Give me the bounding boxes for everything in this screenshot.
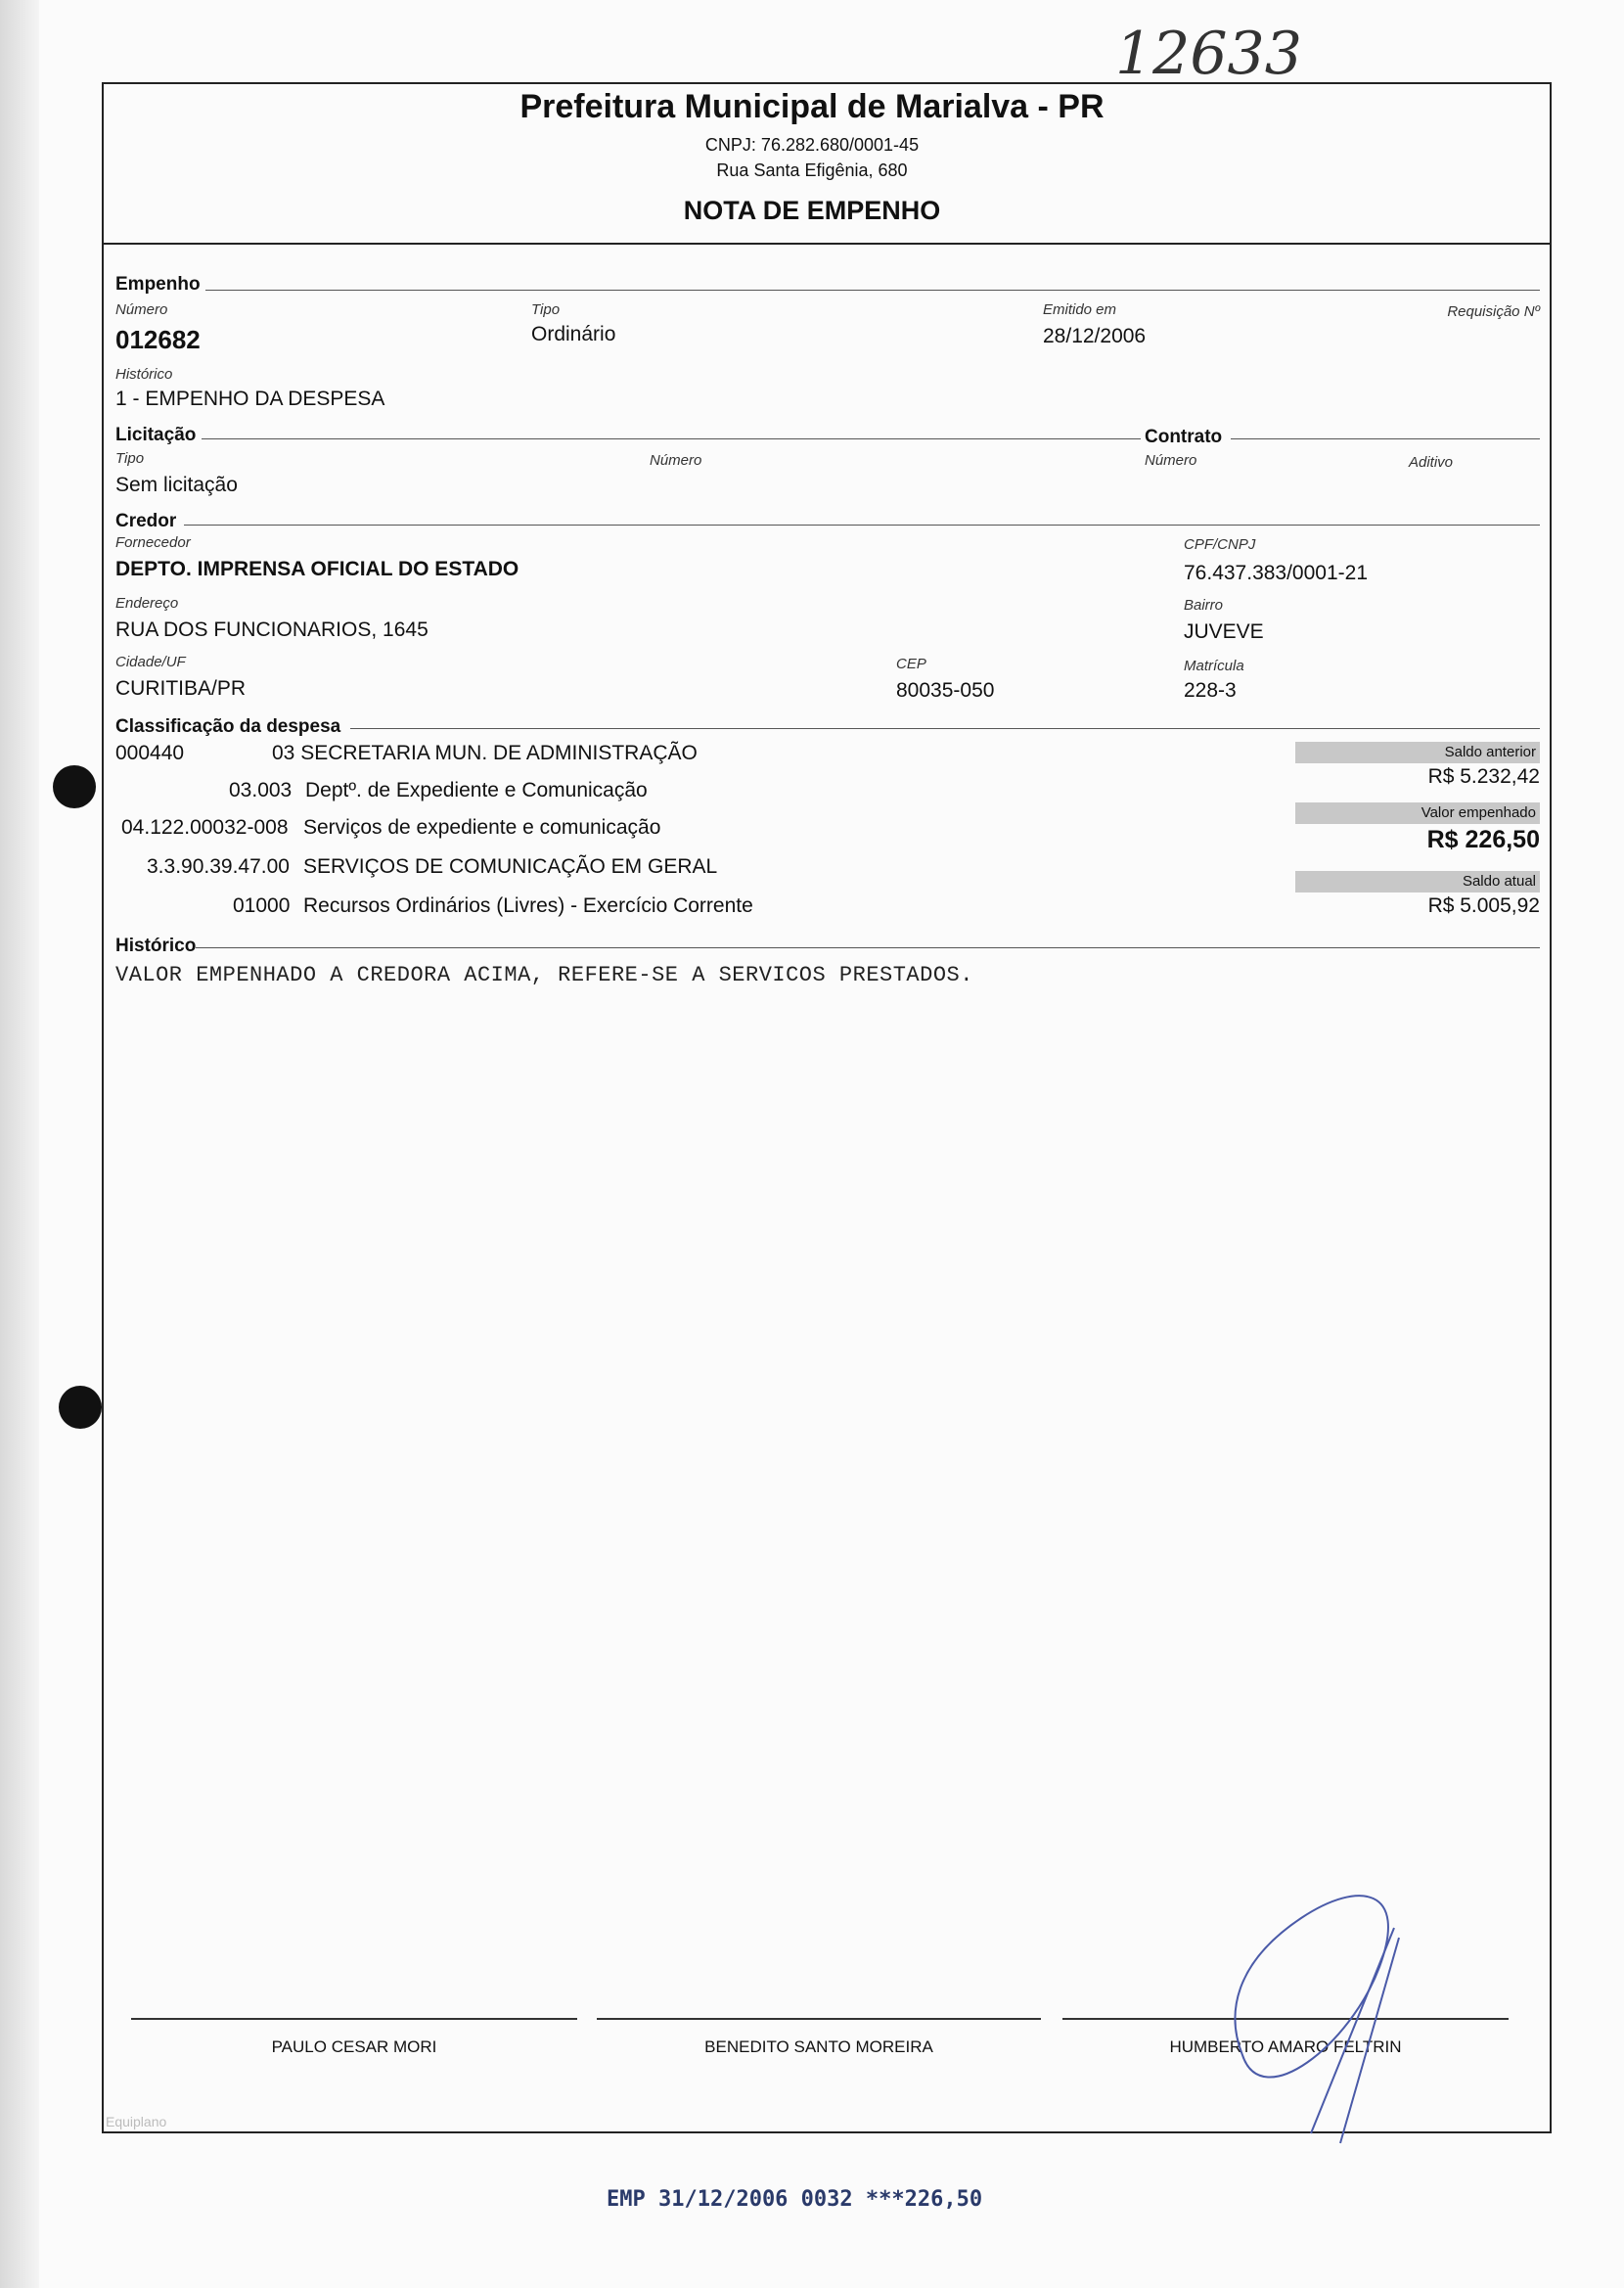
- matricula-value: 228-3: [1184, 679, 1237, 702]
- handwritten-number: 12633: [1115, 20, 1302, 88]
- punch-hole: [53, 765, 96, 808]
- class-code: 03.003: [229, 779, 293, 801]
- class-desc: 03 SECRETARIA MUN. DE ADMINISTRAÇÃO: [272, 742, 698, 764]
- bairro-value: JUVEVE: [1184, 620, 1264, 643]
- class-code: 01000: [233, 894, 291, 917]
- endereco-label: Endereço: [115, 595, 179, 612]
- fornecedor-name: DEPTO. IMPRENSA OFICIAL DO ESTADO: [115, 558, 519, 580]
- cidade-label: Cidade/UF: [115, 654, 186, 670]
- saldo-atual-value: R$ 5.005,92: [1427, 894, 1540, 917]
- class-desc: Recursos Ordinários (Livres) - Exercício Corrente: [303, 894, 753, 917]
- section-credor: Credor: [115, 511, 177, 531]
- empenho-tipo: Ordinário: [531, 323, 616, 345]
- empenho-numero: 012682: [115, 325, 201, 354]
- doc-title: NOTA DE EMPENHO: [683, 196, 941, 225]
- saldo-atual-label: Saldo atual: [1295, 871, 1540, 892]
- licitacao-tipo-label: Tipo: [115, 450, 145, 467]
- signature-name: HUMBERTO AMARO FELTRIN: [1169, 2037, 1402, 2056]
- divider: [205, 290, 1540, 291]
- class-code: 04.122.00032-008: [121, 816, 289, 839]
- signature-line: [131, 2018, 577, 2020]
- cidade-value: CURITIBA/PR: [115, 677, 247, 700]
- class-desc: SERVIÇOS DE COMUNICAÇÃO EM GERAL: [303, 855, 718, 878]
- cep-value: 80035-050: [896, 679, 995, 702]
- divider: [202, 438, 1141, 439]
- requisicao-label: Requisição Nº: [1447, 303, 1540, 320]
- licitacao-tipo: Sem licitação: [115, 474, 238, 496]
- header-cnpj: CNPJ: 76.282.680/0001-45: [704, 135, 920, 155]
- saldo-anterior-label: Saldo anterior: [1295, 742, 1540, 763]
- footer-mark: Equiplano: [106, 2114, 167, 2129]
- cep-label: CEP: [896, 656, 926, 672]
- section-licitacao: Licitação: [115, 425, 197, 445]
- divider: [196, 947, 1540, 948]
- empenho-historico: 1 - EMPENHO DA DESPESA: [115, 388, 385, 410]
- matricula-label: Matrícula: [1184, 658, 1244, 674]
- endereco-value: RUA DOS FUNCIONARIOS, 1645: [115, 618, 429, 641]
- emitido-label: Emitido em: [1043, 301, 1117, 318]
- section-contrato: Contrato: [1145, 427, 1223, 447]
- section-historico: Histórico: [115, 936, 197, 956]
- page-title: Prefeitura Municipal de Marialva - PR: [519, 88, 1105, 125]
- contrato-aditivo-label: Aditivo: [1409, 454, 1454, 471]
- divider: [184, 525, 1540, 526]
- scan-edge: [0, 0, 39, 2288]
- header-divider: [102, 243, 1552, 245]
- emitido-date: 28/12/2006: [1043, 325, 1147, 347]
- signature-line: [597, 2018, 1041, 2020]
- header-address: Rua Santa Efigênia, 680: [716, 160, 908, 180]
- numero-label: Número: [115, 301, 168, 318]
- signature-scribble: [1184, 1859, 1419, 2153]
- tipo-label: Tipo: [531, 301, 561, 318]
- licitacao-numero-label: Número: [650, 452, 702, 469]
- section-empenho: Empenho: [115, 274, 201, 295]
- signature-name: PAULO CESAR MORI: [271, 2037, 437, 2056]
- class-desc: Serviços de expediente e comunicação: [303, 816, 661, 839]
- divider: [350, 728, 1540, 729]
- processing-stamp: EMP 31/12/2006 0032 ***226,50: [607, 2187, 983, 2212]
- valor-empenhado-value: R$ 226,50: [1426, 826, 1540, 853]
- fornecedor-label: Fornecedor: [115, 534, 191, 551]
- historico-label: Histórico: [115, 366, 173, 383]
- divider: [1231, 438, 1540, 439]
- valor-empenhado-label: Valor empenhado: [1295, 802, 1540, 824]
- cpf-label: CPF/CNPJ: [1184, 536, 1256, 553]
- section-classificacao: Classificação da despesa: [115, 716, 341, 737]
- bairro-label: Bairro: [1184, 597, 1224, 614]
- class-desc: Deptº. de Expediente e Comunicação: [305, 779, 648, 801]
- punch-hole: [59, 1386, 102, 1429]
- historico-text: VALOR EMPENHADO A CREDORA ACIMA, REFERE-SE A SERVICOS PRESTADOS.: [115, 963, 973, 987]
- signature-name: BENEDITO SANTO MOREIRA: [704, 2037, 933, 2056]
- cpf-value: 76.437.383/0001-21: [1184, 562, 1369, 584]
- class-code: 3.3.90.39.47.00: [147, 855, 290, 878]
- contrato-numero-label: Número: [1145, 452, 1197, 469]
- saldo-anterior-value: R$ 5.232,42: [1427, 765, 1540, 788]
- class-code: 000440: [115, 742, 185, 764]
